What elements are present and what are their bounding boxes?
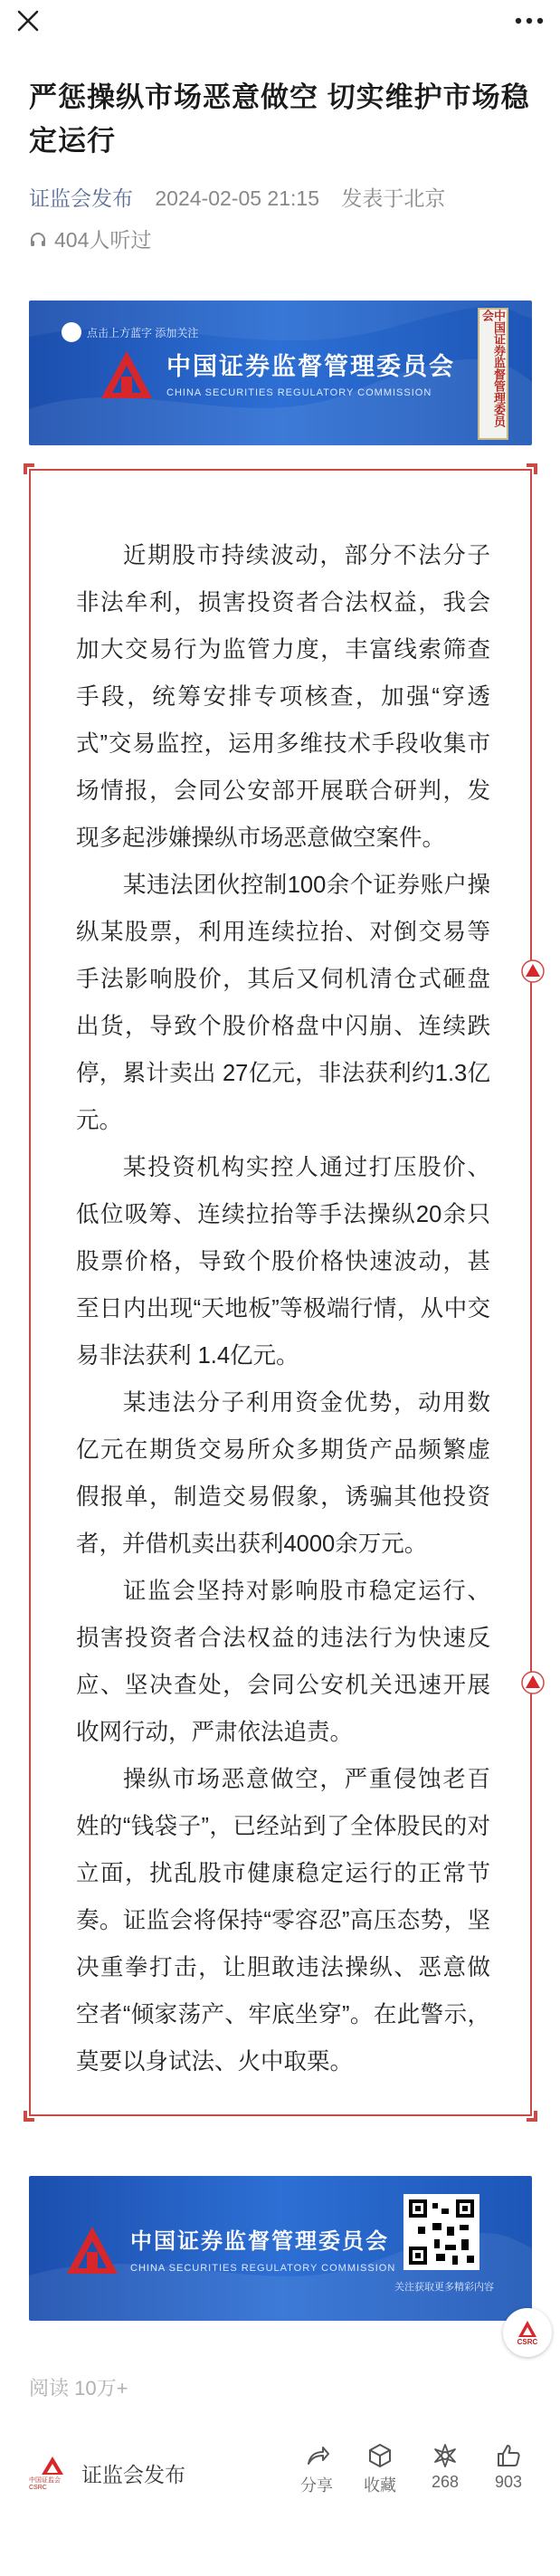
share-button[interactable] [288,2442,346,2496]
paragraph: 操纵市场恶意做空，严重侵蚀老百姓的“钱袋子”，已经站到了全体股民的对立面，扰乱股市健康稳定运行的正常节奏。证监会将保持“零容忍”高压态势，坚决重拳打击，让胆敢违法操纵、恶意做空者“倾家荡产、牢底坐穿”。在此警示，莫要以身试法、火中取栗。 [76,1767,490,2075]
paragraph: 某违法分子利用资金优势，动用数亿元在期货交易所众多期货产品频繁虚假报单，制造交易假象，诱骗其他投资者，并借机卖出获利4000余万元。 [76,1390,490,1557]
article-body-frame [29,469,532,2116]
csrc-banner-top [29,301,532,445]
org-name-en: CHINA SECURITIES REGULATORY COMMISSION [166,387,432,398]
floating-badge-label: CSRC [517,2337,538,2346]
paragraph: 近期股市持续波动，部分不法分子非法牟利，损害投资者合法权益，我会加大交易行为监管力度，丰富线索筛查手段，统筹安排专项核查，加强“穿透式”交易监控，运用多维技术手段收集市场情报，会同公安部开展联合研判，发现多起涉嫌操纵市场恶意做空案件。 [76,543,490,851]
org-name-cn: 中国证券监督管理委员会 [130,2229,389,2254]
cube-icon [366,2442,394,2469]
recommend-button[interactable] [416,2442,474,2492]
like-count: 903 [494,2473,523,2491]
publish-date: 2024-02-05 21:15 [155,186,319,210]
paragraph: 证监会坚持对影响股市稳定运行、损害投资者合法权益的违法行为快速反应、坚决查处，会同公安机关迅速开展收网行动，严肃依法追责。 [76,1579,490,1745]
follow-hint [62,322,198,342]
article-footer [0,2435,560,2543]
csrc-mark-icon [521,1671,545,1694]
thumbs-up-icon [495,2442,522,2469]
frame-corner [527,463,537,474]
avatar[interactable] [29,2449,76,2496]
csrc-banner-bottom [29,2176,532,2321]
recommend-count: 268 [431,2473,460,2491]
share-icon [303,2442,330,2469]
csrc-mark-icon [41,2456,64,2476]
publish-location: 发表于北京 [341,186,446,210]
qr-code-pattern [409,2199,474,2265]
account-name[interactable]: 证监会发布 [81,2463,185,2486]
like-button[interactable] [479,2442,537,2492]
avatar-text: 中国证监会 CSRC [29,2476,61,2491]
qr-code-icon[interactable] [403,2194,479,2270]
csrc-logo-icon [100,349,154,402]
account-link[interactable]: 证监会发布 [29,186,133,210]
org-name-cn: 中国证券监督管理委员会 [166,353,455,380]
paragraph: 某违法团伙控制100余个证券账户操纵某股票，利用连续拉抬、对倒交易等手法影响股价，其后又伺机清仓式砸盘出货，导致个股价格盘中闪崩、连续跌停，累计卖出 27亿元，非法获利约1.3亿元。 [76,873,490,1133]
frame-corner [24,463,34,474]
org-name-en: CHINA SECURITIES REGULATORY COMMISSION [130,2263,396,2274]
favorite-label: 收藏 [364,2476,396,2495]
csrc-mark-icon [517,2320,537,2338]
article-title: 严惩操纵市场恶意做空 切实维护市场稳定运行 [29,81,530,157]
follow-hint-dot [62,322,81,342]
paragraph: 某投资机构实控人通过打压股价、低位吸筹、连续拉抬等手法操纵20余只股票价格，导致个股价格快速波动，甚至日内出现“天地板”等极端行情，从中交易非法获利 1.4亿元。 [76,1155,490,1369]
frame-corner [527,2111,537,2122]
csrc-logo-icon [65,2225,119,2277]
csrc-mark-icon [521,959,545,983]
article-meta [29,185,445,212]
more-icon[interactable] [511,5,547,36]
org-plaque-text: 中国证券监督管理委员会 [480,310,506,427]
listen-count[interactable] [29,226,151,253]
floating-csrc-badge[interactable] [503,2308,552,2357]
follow-hint-text: 点击上方蓝字 添加关注 [87,326,199,339]
headphones-icon [29,231,47,249]
listen-count-label: 404人听过 [54,228,152,252]
article-body [76,532,490,2085]
qr-caption: 关注获取更多精彩内容 [394,2282,494,2293]
org-plaque [478,308,508,440]
frame-corner [24,2111,34,2122]
share-label: 分享 [300,2476,333,2495]
favorite-button[interactable] [351,2442,409,2496]
close-icon[interactable] [13,5,43,36]
read-count: 阅读 10万+ [29,2377,128,2399]
top-bar [0,0,560,42]
flower-icon [432,2442,459,2469]
